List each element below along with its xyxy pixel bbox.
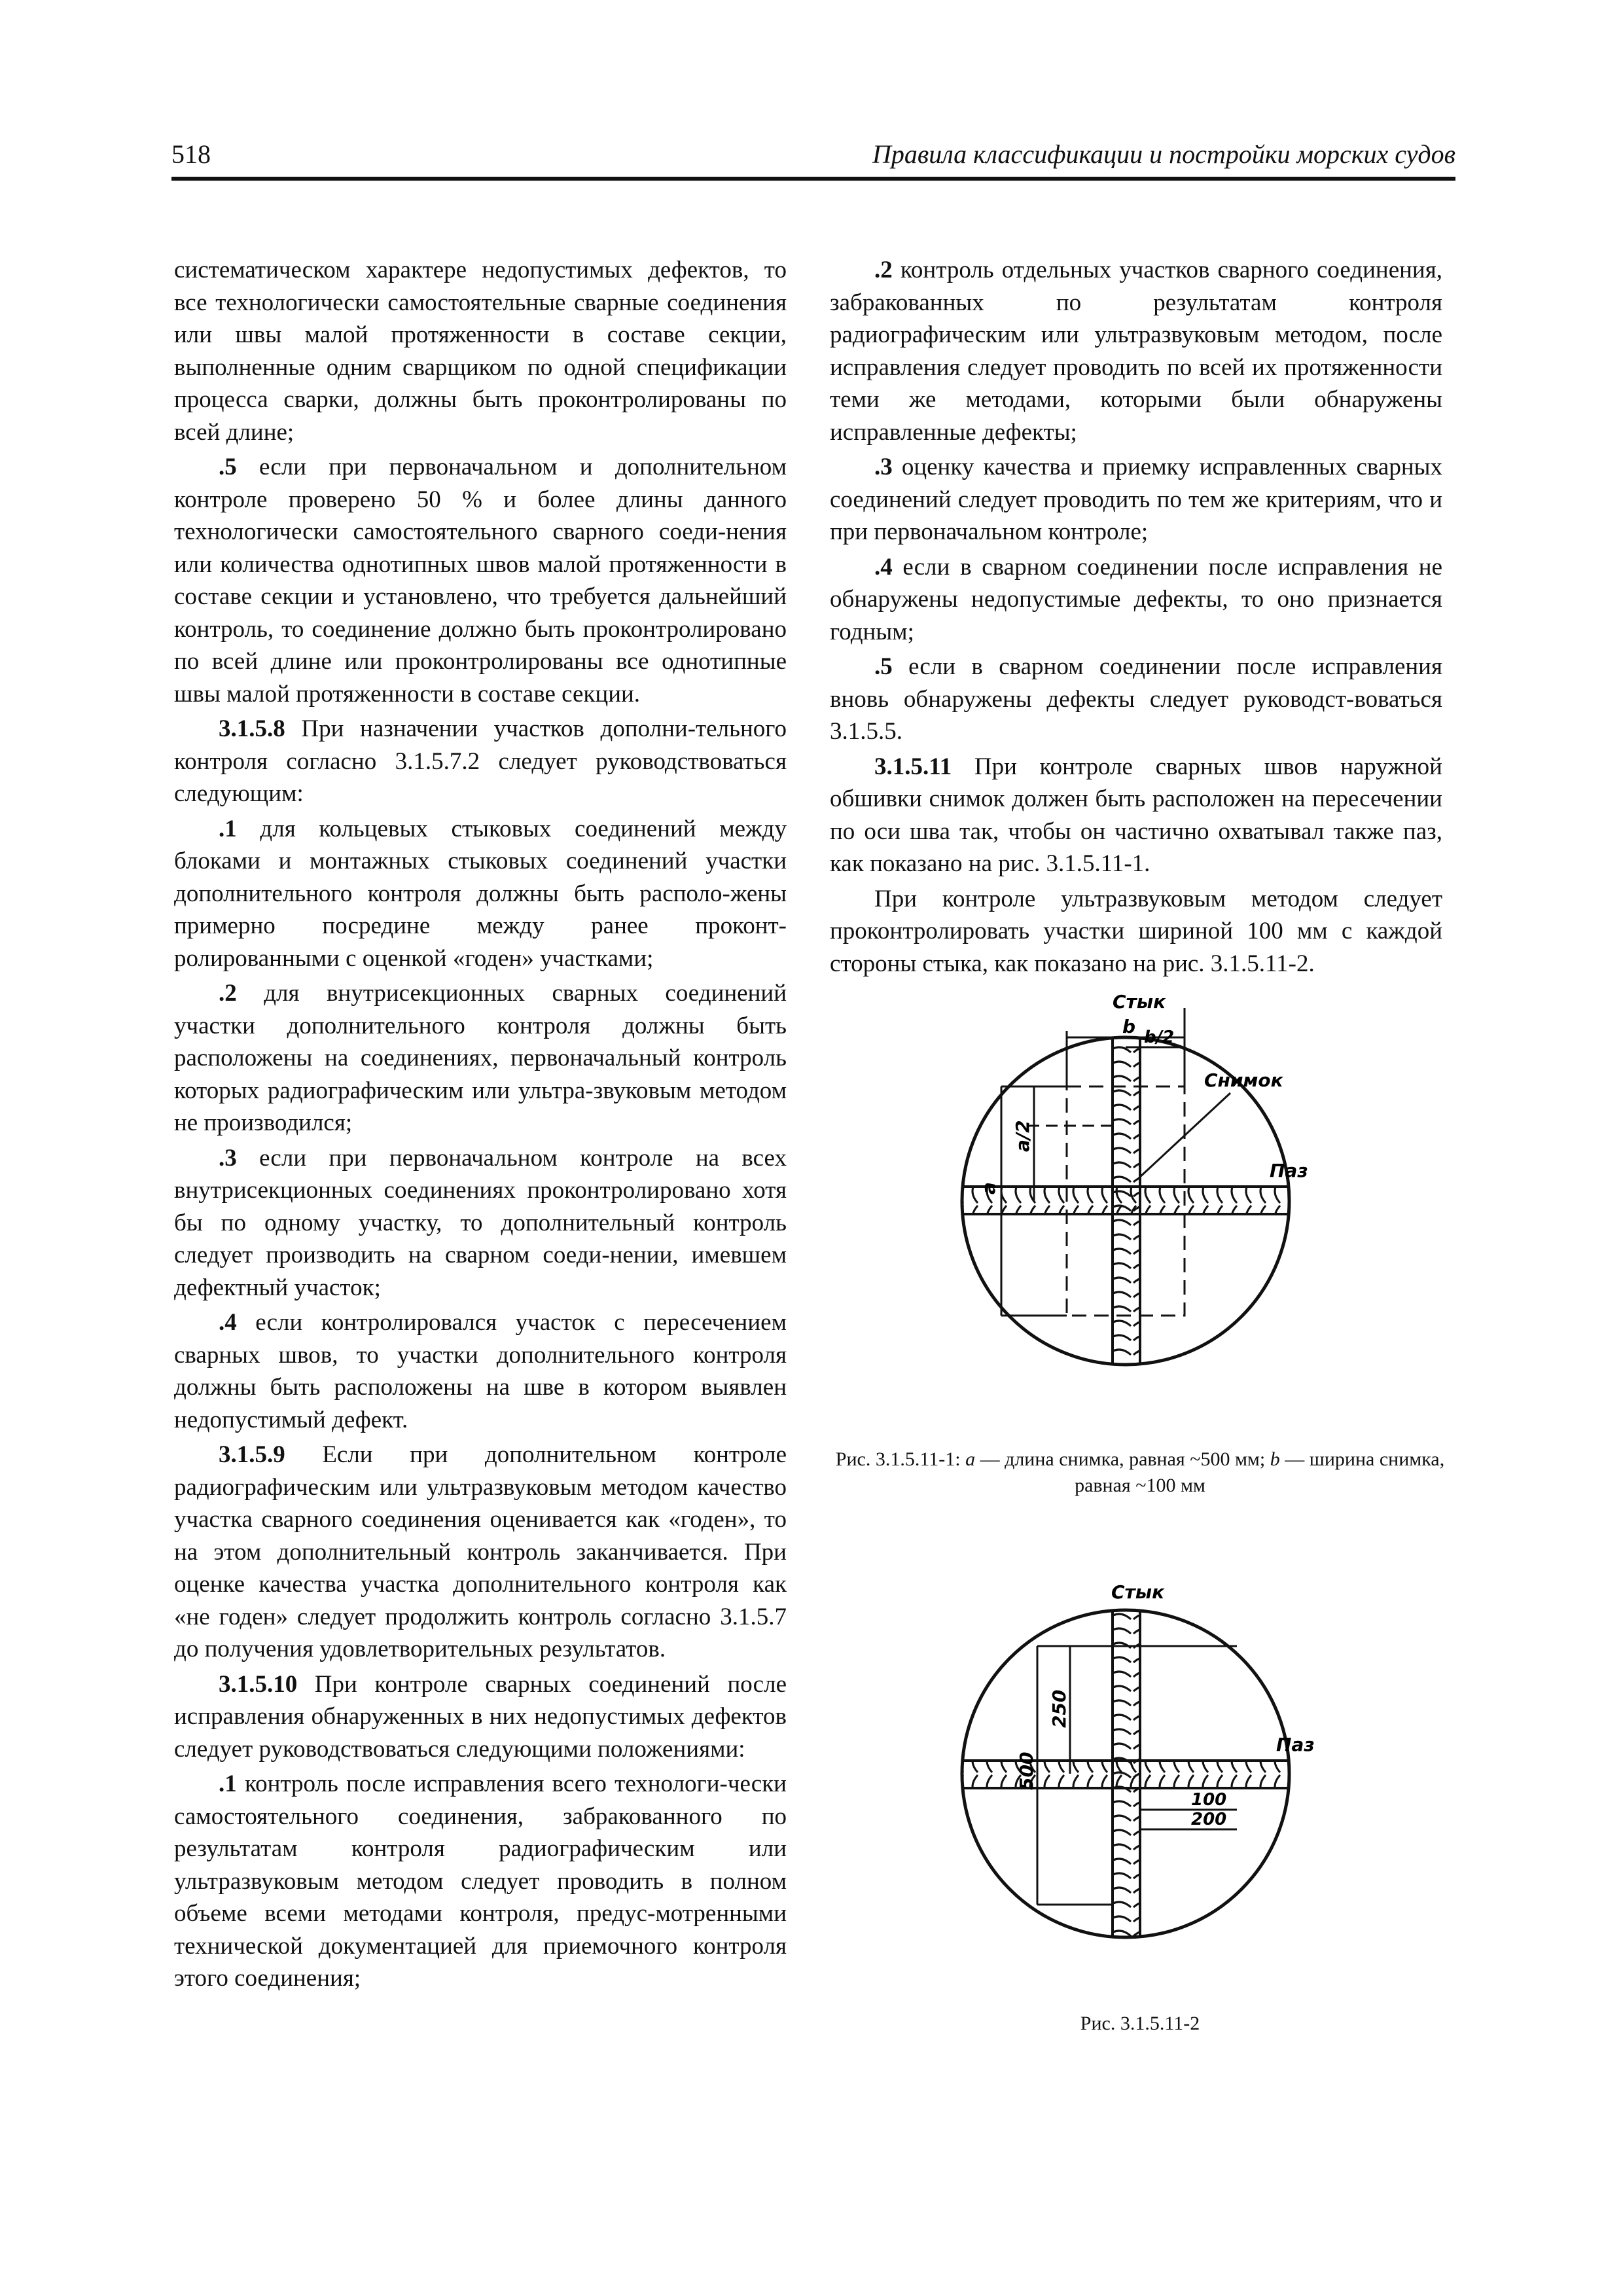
- section-number: 3.1.5.10: [219, 1670, 298, 1698]
- header-rule: [171, 177, 1455, 181]
- section-number: 3.1.5.11: [874, 753, 952, 780]
- label-100: 100: [1191, 1790, 1227, 1810]
- figure2-caption: Рис. 3.1.5.11-2: [1080, 2013, 1200, 2034]
- paragraph: [830, 551, 1442, 649]
- caption-text: — длина снимка, равная ~500 мм;: [975, 1448, 1270, 1470]
- paragraph: [174, 1439, 787, 1666]
- paragraph-text: При контроле сварных соединений после исправления обнаруженных в них недопустимых дефектов следует руководствоваться следующими положениями:: [174, 1670, 787, 1763]
- label-b-half: b/2: [1144, 1028, 1175, 1047]
- running-title: Правила классификации и постройки морских судов: [872, 139, 1455, 169]
- label-200: 200: [1191, 1810, 1227, 1829]
- label-styk: Стык: [1111, 1581, 1165, 1603]
- figure-weld-ultrasonic: [923, 1564, 1329, 1964]
- paragraph: [830, 651, 1442, 748]
- paragraph: [174, 977, 787, 1139]
- paragraph-text: При назначении участков дополни-тельного контроля согласно 3.1.5.7.2 следует руководствоваться следующим:: [174, 715, 787, 807]
- paragraph: [830, 451, 1442, 548]
- item-number: .5: [874, 653, 893, 680]
- paragraph: [174, 1668, 787, 1766]
- figure-weld-radiograph: [923, 969, 1329, 1401]
- paragraph: [174, 813, 787, 975]
- label-a-half: a/2: [1012, 1120, 1033, 1152]
- item-number: .5: [219, 454, 237, 480]
- paragraph-text: для внутрисекционных сварных соединений участки дополнительного контроля должны быть расположены на соединениях, первоначальный контроль которых радиографическим или ультра-звуковым методом не производился;: [174, 980, 787, 1136]
- paragraph: [830, 254, 1442, 448]
- paragraph: систематическом характере недопустимых дефектов, то все технологически самостоятельные сварные соединения или швы малой протяженности в составе секции, выполненные одним сварщиком по одной спецификации процесса сварки, должны быть проконтролированы по всей длине;: [174, 257, 787, 446]
- right-column: [830, 254, 1442, 982]
- item-number: .1: [219, 815, 237, 842]
- page-number: 518: [171, 139, 211, 169]
- paragraph-text: если контролировался участок с пересечением сварных швов, то участки дополнительного контроля должны быть расположены на шве в котором выявлен недопустимый дефект.: [174, 1309, 787, 1433]
- paragraph-text: если при первоначальном контроле на всех внутрисекционных соединениях проконтролировано хотя бы по одному участку, то дополнительный контроль следует производить на сварном соеди-нении, имевшем дефектный участок;: [174, 1144, 787, 1301]
- figure1-caption: [826, 1446, 1454, 1499]
- caption-text: Рис. 3.1.5.11-1:: [835, 1448, 966, 1470]
- section-number: 3.1.5.8: [219, 715, 285, 742]
- caption-var: b: [1270, 1448, 1280, 1470]
- paragraph: [174, 451, 787, 710]
- paragraph-text: Если при дополнительном контроле радиографическим или ультразвуковым методом качество участка сварного соединения оценивается как «годен», то на этом дополнительный контроль заканчивается. При оценке качества участка дополнительного контроля как «не годен» следует продолжить контроль согласно 3.1.5.7 до получения удовлетворительных результатов.: [174, 1441, 787, 1662]
- item-number: .1: [219, 1770, 237, 1797]
- caption-var: a: [965, 1448, 976, 1470]
- section-number: 3.1.5.9: [219, 1441, 285, 1468]
- item-number: .3: [874, 454, 893, 480]
- label-a: a: [978, 1182, 999, 1194]
- caption-text: — ширина снимка, равная ~100 мм: [1075, 1448, 1445, 1496]
- label-250: 250: [1048, 1689, 1070, 1728]
- paragraph-text: если в сварном соединении после исправления не обнаружены недопустимые дефекты, то оно признается годным;: [830, 553, 1442, 645]
- item-number: .2: [219, 980, 237, 1007]
- label-paz: Паз: [1276, 1734, 1315, 1755]
- seam-weld: [955, 1761, 1296, 1788]
- label-snimok: Снимок: [1204, 1069, 1283, 1091]
- seam-weld: [955, 1187, 1296, 1214]
- paragraph: [830, 751, 1442, 880]
- paragraph-text: оценку качества и приемку исправленных сварных соединений следует проводить по тем же критериям, что и при первоначальном контроле;: [830, 454, 1442, 545]
- label-styk: Стык: [1113, 991, 1166, 1013]
- paragraph-text: если при первоначальном и дополнительном контроле проверено 50 % и более длины данного технологически самостоятельного сварного соеди-нения или количества однотипных швов малой протяженности в составе секции и установлено, что требуется дальнейший контроль, то соединение должно быть проконтролировано по всей длине или проконтролированы все однотипные швы малой протяженности в составе секции.: [174, 454, 787, 708]
- paragraph: [174, 1768, 787, 1995]
- paragraph-text: для кольцевых стыковых соединений между блоками и монтажных стыковых соединений участки дополнительного контроля должны быть располо-жены примерно посредине между ранее проконт-ролированными с оценкой «годен» участками;: [174, 815, 787, 972]
- item-number: .2: [874, 257, 893, 283]
- left-column: [174, 254, 787, 1998]
- label-b: b: [1122, 1016, 1136, 1037]
- label-paz: Паз: [1270, 1160, 1308, 1181]
- paragraph: [174, 1306, 787, 1436]
- item-number: .4: [874, 553, 893, 581]
- label-500: 500: [1016, 1751, 1037, 1790]
- item-number: .3: [219, 1144, 237, 1172]
- paragraph-text: контроль отдельных участков сварного соединения, забракованных по результатам контроля радиографическим или ультразвуковым методом, после исправления следует проводить по всей их протяженности теми же методами, которыми были обнаружены исправленные дефекты;: [830, 257, 1442, 446]
- paragraph-text: контроль после исправления всего технологи-чески самостоятельного соединения, забракованного по результатам контроля радиографическим или ультразвуковым методом следует проводить в полном объеме всеми методами контроля, предус-мотренными технической документацией для приемочного контроля этого соединения;: [174, 1770, 787, 1992]
- paragraph: [174, 713, 787, 810]
- paragraph: [174, 1142, 787, 1304]
- paragraph: При контроле ультразвуковым методом следует проконтролировать участки шириной 100 мм с каждой стороны стыка, как показано на рис. 3.1.5.11-2.: [830, 885, 1442, 977]
- paragraph-text: При контроле сварных швов наружной обшивки снимок должен быть расположен на пересечении по оси шва так, чтобы он частично охватывал также паз, как показано на рис. 3.1.5.11-1.: [830, 753, 1442, 877]
- item-number: .4: [219, 1309, 237, 1336]
- paragraph-text: если в сварном соединении после исправления вновь обнаружены дефекты следует руководст-воваться 3.1.5.5.: [830, 653, 1442, 745]
